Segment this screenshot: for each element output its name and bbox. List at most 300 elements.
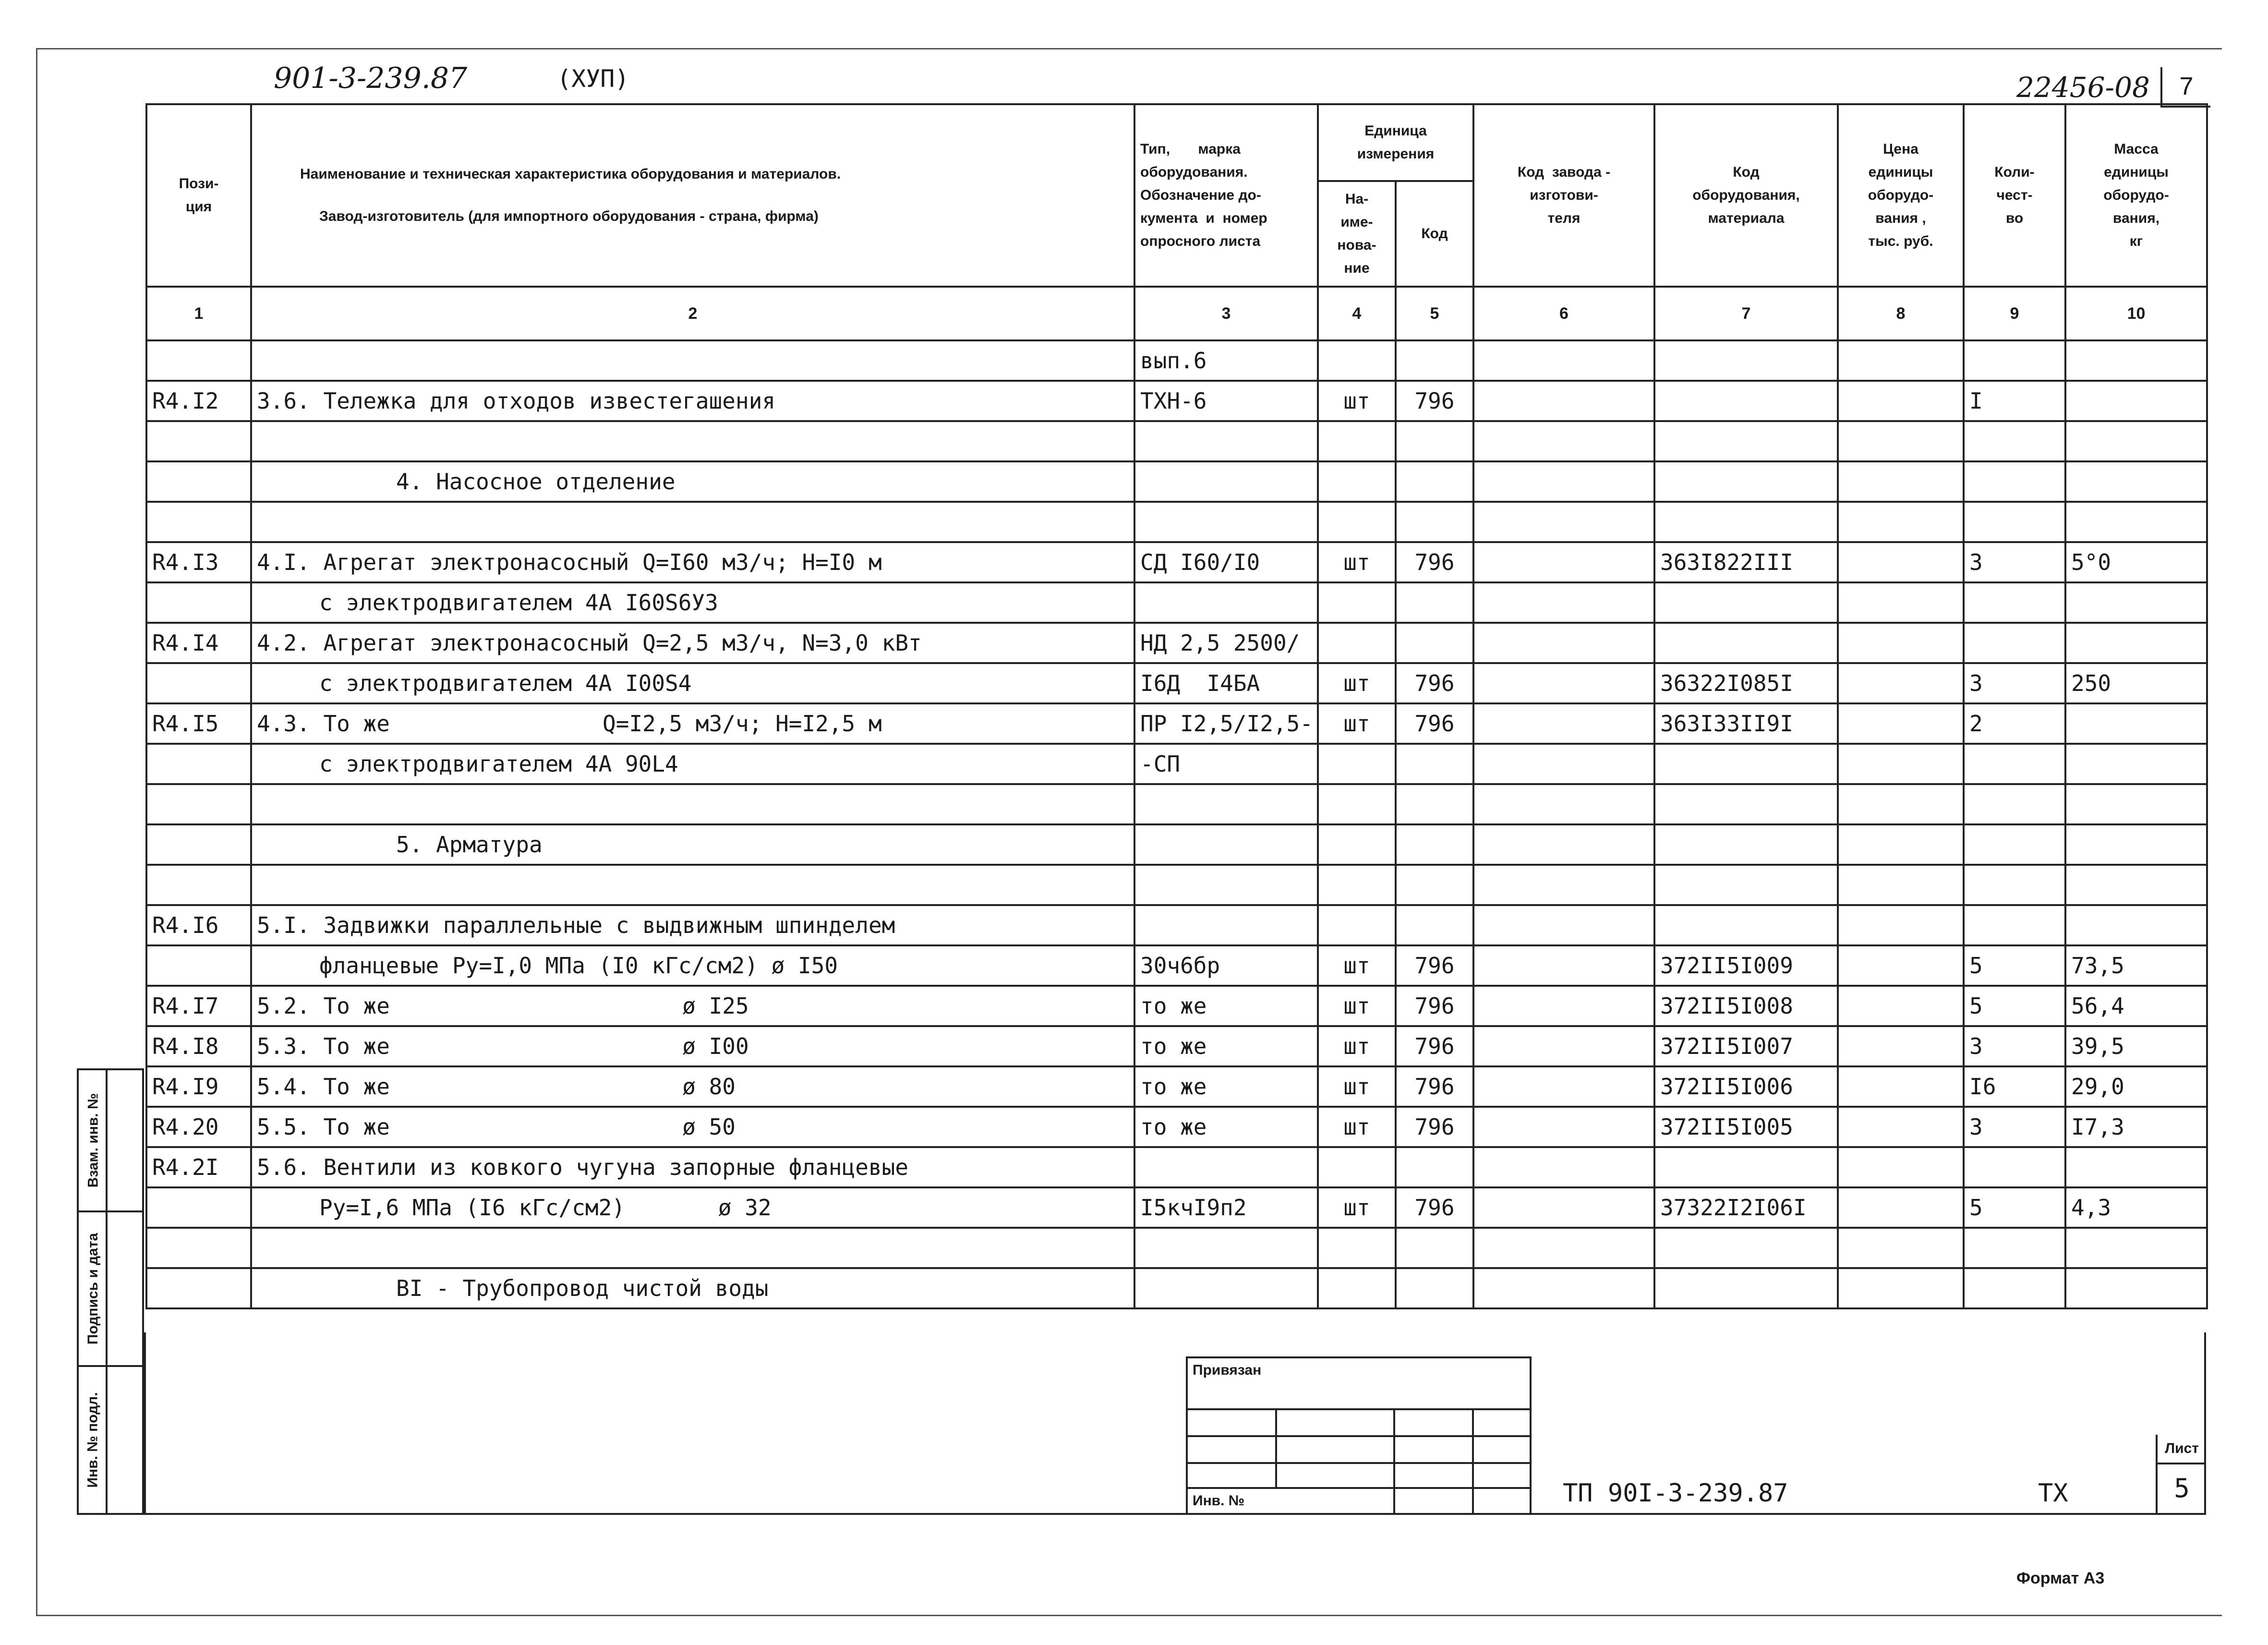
header-unit-group: Единица измерения [1318, 104, 1473, 181]
column-number: 9 [1964, 287, 2065, 340]
cell-unit-name [1318, 582, 1396, 623]
cell-position [146, 945, 251, 986]
cell-position: R4.I6 [146, 905, 251, 945]
cell-mass: 73,5 [2065, 945, 2207, 986]
cell-quantity [1964, 502, 2065, 542]
privyazan-cell [1472, 1408, 1532, 1437]
cell-position [146, 461, 251, 502]
table-row [146, 784, 2207, 824]
cell-type: ПР I2,5/I2,5- [1134, 703, 1318, 744]
table-row [146, 381, 2207, 421]
cell-plant-code [1473, 340, 1654, 381]
cell-equipment-code [1654, 623, 1838, 663]
cell-unit-code: 796 [1396, 542, 1473, 582]
cell-name [251, 784, 1134, 824]
cell-name: 4.I. Агрегат электронасосный Q=I60 м3/ч; H=I0 м [251, 542, 1134, 582]
cell-unit-code [1396, 1147, 1473, 1187]
table-row [146, 986, 2207, 1026]
cell-name: с электродвигателем 4А I60S6У3 [251, 582, 1134, 623]
cell-name: Ру=I,6 МПа (I6 кГс/см2) ø 32 [251, 1187, 1134, 1228]
cell-unit-name: шт [1318, 1066, 1396, 1107]
cell-unit-name [1318, 461, 1396, 502]
sheet-corner-number: 7 [2160, 67, 2210, 108]
cell-mass [2065, 703, 2207, 744]
header-name-line2: Завод-изготовитель (для импортного оборудования - страна, фирма) [319, 208, 819, 224]
cell-plant-code [1473, 1107, 1654, 1147]
privyazan-cell [1393, 1487, 1474, 1515]
cell-quantity [1964, 1147, 2065, 1187]
cell-plant-code [1473, 1147, 1654, 1187]
cell-price [1838, 1228, 1964, 1268]
cell-position [146, 1187, 251, 1228]
cell-quantity [1964, 623, 2065, 663]
cell-unit-name: шт [1318, 663, 1396, 703]
cell-position [146, 744, 251, 784]
cell-quantity [1964, 421, 2065, 461]
privyazan-label: Привязан [1193, 1362, 1262, 1378]
cell-unit-code: 796 [1396, 1107, 1473, 1147]
cell-plant-code [1473, 784, 1654, 824]
cell-plant-code [1473, 824, 1654, 865]
cell-price [1838, 461, 1964, 502]
header-unit-code: Код [1396, 181, 1473, 287]
cell-unit-name: шт [1318, 1107, 1396, 1147]
cell-unit-code [1396, 421, 1473, 461]
cell-price [1838, 421, 1964, 461]
cell-unit-name: шт [1318, 1026, 1396, 1066]
cell-type [1134, 461, 1318, 502]
cell-equipment-code [1654, 340, 1838, 381]
cell-unit-code [1396, 502, 1473, 542]
cell-price [1838, 381, 1964, 421]
cell-unit-code: 796 [1396, 986, 1473, 1026]
cell-name [251, 340, 1134, 381]
sheet-number: 5 [2174, 1473, 2190, 1503]
cell-quantity [1964, 461, 2065, 502]
album-label: (ХУП) [557, 65, 629, 93]
cell-type [1134, 502, 1318, 542]
cell-mass [2065, 744, 2207, 784]
column-number: 2 [251, 287, 1134, 340]
cell-unit-name [1318, 784, 1396, 824]
cell-quantity: I6 [1964, 1066, 2065, 1107]
cell-unit-code [1396, 824, 1473, 865]
cell-price [1838, 945, 1964, 986]
cell-plant-code [1473, 986, 1654, 1026]
cell-price [1838, 1026, 1964, 1066]
cell-plant-code [1473, 703, 1654, 744]
cell-equipment-code: 372II5I005 [1654, 1107, 1838, 1147]
cell-mass: 29,0 [2065, 1066, 2207, 1107]
cell-quantity [1964, 340, 2065, 381]
cell-unit-code [1396, 340, 1473, 381]
column-number: 8 [1838, 287, 1964, 340]
privyazan-cell [1472, 1435, 1532, 1464]
cell-unit-code: 796 [1396, 1066, 1473, 1107]
cell-price [1838, 1107, 1964, 1147]
cell-equipment-code [1654, 582, 1838, 623]
header-quantity: Коли- чест- во [1964, 104, 2065, 287]
cell-equipment-code [1654, 1268, 1838, 1308]
table-row [146, 542, 2207, 582]
cell-position [146, 502, 251, 542]
cell-type [1134, 865, 1318, 905]
cell-position: R4.I5 [146, 703, 251, 744]
cell-name: 4. Насосное отделение [251, 461, 1134, 502]
cell-mass [2065, 1228, 2207, 1268]
cell-name [251, 865, 1134, 905]
stamp-podpis-label: Подпись и дата [85, 1233, 101, 1345]
cell-unit-code [1396, 1228, 1473, 1268]
table-row [146, 1107, 2207, 1147]
sheet-label: Лист [2158, 1435, 2206, 1464]
cell-unit-name: шт [1318, 945, 1396, 986]
cell-mass [2065, 1268, 2207, 1308]
cell-type: -СП [1134, 744, 1318, 784]
cell-unit-code: 796 [1396, 703, 1473, 744]
cell-plant-code [1473, 1268, 1654, 1308]
privyazan-cell [1186, 1462, 1277, 1489]
table-row [146, 663, 2207, 703]
inv-no-cell [1186, 1487, 1395, 1515]
cell-unit-code [1396, 744, 1473, 784]
cell-mass [2065, 905, 2207, 945]
cell-position: R4.20 [146, 1107, 251, 1147]
cell-unit-name [1318, 1228, 1396, 1268]
table-row [146, 340, 2207, 381]
table-row [146, 623, 2207, 663]
cell-name: с электродвигателем 4А I00S4 [251, 663, 1134, 703]
cell-price [1838, 542, 1964, 582]
cell-price [1838, 905, 1964, 945]
cell-quantity: 2 [1964, 703, 2065, 744]
cell-mass: I7,3 [2065, 1107, 2207, 1147]
cell-type [1134, 784, 1318, 824]
cell-type: то же [1134, 1107, 1318, 1147]
cell-equipment-code: 372II5I008 [1654, 986, 1838, 1026]
cell-unit-code [1396, 582, 1473, 623]
cell-unit-name: шт [1318, 986, 1396, 1026]
cell-unit-code [1396, 784, 1473, 824]
column-number: 3 [1134, 287, 1318, 340]
header-mass: Масса единицы оборудо- вания, кг [2065, 104, 2207, 287]
cell-unit-name [1318, 824, 1396, 865]
cell-unit-code [1396, 905, 1473, 945]
title-block [144, 1332, 2206, 1515]
cell-unit-name: шт [1318, 1187, 1396, 1228]
privyazan-cell [1186, 1435, 1277, 1464]
cell-quantity [1964, 905, 2065, 945]
header-position: Пози- ция [146, 104, 251, 287]
cell-name: фланцевые Ру=I,0 МПа (I0 кГс/см2) ø I50 [251, 945, 1134, 986]
cell-position: R4.2I [146, 1147, 251, 1187]
table-row [146, 421, 2207, 461]
cell-plant-code [1473, 582, 1654, 623]
table-row [146, 744, 2207, 784]
cell-price [1838, 784, 1964, 824]
cell-equipment-code [1654, 905, 1838, 945]
cell-type [1134, 1228, 1318, 1268]
cell-unit-code [1396, 1268, 1473, 1308]
cell-unit-name [1318, 1268, 1396, 1308]
header-plant-code: Код завода - изготови- теля [1473, 104, 1654, 287]
privyazan-cell [1393, 1435, 1474, 1464]
privyazan-cell [1186, 1408, 1277, 1437]
cell-type: НД 2,5 2500/ [1134, 623, 1318, 663]
privyazan-cell [1393, 1408, 1474, 1437]
cell-unit-code [1396, 623, 1473, 663]
inv-no-label: Инв. № [1193, 1493, 1245, 1509]
cell-equipment-code [1654, 744, 1838, 784]
column-number: 6 [1473, 287, 1654, 340]
table-row [146, 905, 2207, 945]
cell-position [146, 340, 251, 381]
cell-equipment-code [1654, 1228, 1838, 1268]
cell-equipment-code: 372II5I006 [1654, 1066, 1838, 1107]
cell-equipment-code [1654, 824, 1838, 865]
cell-equipment-code [1654, 461, 1838, 502]
stamp-vzam [77, 1068, 144, 1212]
privyazan-stamp [1186, 1356, 1532, 1515]
header-name-line1: Наименование и техническая характеристика оборудования и материалов. [300, 166, 841, 182]
cell-name: с электродвигателем 4А 90L4 [251, 744, 1134, 784]
cell-plant-code [1473, 1026, 1654, 1066]
cell-quantity: 3 [1964, 542, 2065, 582]
cell-type: вып.6 [1134, 340, 1318, 381]
table-row [146, 865, 2207, 905]
table-body [146, 340, 2207, 1308]
cell-mass: 56,4 [2065, 986, 2207, 1026]
table-row [146, 703, 2207, 744]
cell-equipment-code [1654, 421, 1838, 461]
cell-price [1838, 986, 1964, 1026]
cell-position: R4.I4 [146, 623, 251, 663]
cell-position [146, 1228, 251, 1268]
cell-quantity [1964, 1228, 2065, 1268]
cell-price [1838, 623, 1964, 663]
table-row [146, 945, 2207, 986]
cell-unit-code: 796 [1396, 1187, 1473, 1228]
cell-unit-code [1396, 865, 1473, 905]
cell-price [1838, 502, 1964, 542]
column-number-row [146, 287, 2207, 340]
cell-type [1134, 905, 1318, 945]
cell-quantity: 3 [1964, 663, 2065, 703]
cell-plant-code [1473, 461, 1654, 502]
cell-unit-name: шт [1318, 381, 1396, 421]
cell-quantity: 3 [1964, 1026, 2065, 1066]
cell-unit-code: 796 [1396, 945, 1473, 986]
cell-quantity: 5 [1964, 1187, 2065, 1228]
cell-plant-code [1473, 542, 1654, 582]
cell-equipment-code: 36322I085I [1654, 663, 1838, 703]
cell-plant-code [1473, 1228, 1654, 1268]
cell-name: 5.4. То же ø 80 [251, 1066, 1134, 1107]
cell-plant-code [1473, 744, 1654, 784]
cell-plant-code [1473, 905, 1654, 945]
cell-quantity [1964, 824, 2065, 865]
stamp-podpis [77, 1210, 144, 1367]
header-name [251, 104, 1134, 287]
cell-mass [2065, 461, 2207, 502]
stamp-inv-podl [77, 1365, 144, 1515]
cell-unit-code [1396, 461, 1473, 502]
cell-type: 30ч6бр [1134, 945, 1318, 986]
table-row [146, 1147, 2207, 1187]
table-row [146, 582, 2207, 623]
cell-name [251, 421, 1134, 461]
cell-unit-name [1318, 623, 1396, 663]
cell-name: 4.3. То же Q=I2,5 м3/ч; H=I2,5 м [251, 703, 1134, 744]
archive-number: 22456-08 [2016, 71, 2150, 104]
table-row [146, 502, 2207, 542]
cell-price [1838, 663, 1964, 703]
cell-mass [2065, 421, 2207, 461]
cell-quantity: 3 [1964, 1107, 2065, 1147]
privyazan-cell [1393, 1462, 1474, 1489]
privyazan-cell [1275, 1462, 1395, 1489]
cell-name [251, 1228, 1134, 1268]
table-row [146, 1187, 2207, 1228]
doc-number: ТП 90I-3-239.87 [1563, 1479, 1788, 1508]
privyazan-cell [1275, 1435, 1395, 1464]
cell-price [1838, 744, 1964, 784]
cell-quantity: 5 [1964, 945, 2065, 986]
cell-plant-code [1473, 663, 1654, 703]
column-number: 10 [2065, 287, 2207, 340]
cell-position [146, 824, 251, 865]
cell-name: 4.2. Агрегат электронасосный Q=2,5 м3/ч, N=3,0 кВт [251, 623, 1134, 663]
cell-unit-code: 796 [1396, 663, 1473, 703]
cell-mass: 250 [2065, 663, 2207, 703]
cell-quantity [1964, 582, 2065, 623]
cell-name: BI - Трубопровод чистой воды [251, 1268, 1134, 1308]
table-row [146, 1066, 2207, 1107]
cell-mass [2065, 582, 2207, 623]
sheet-box [2156, 1435, 2206, 1515]
stamp-inv-podl-label: Инв. № подл. [85, 1392, 101, 1488]
cell-price [1838, 1187, 1964, 1228]
cell-quantity: 5 [1964, 986, 2065, 1026]
cell-price [1838, 1066, 1964, 1107]
cell-price [1838, 865, 1964, 905]
column-number: 7 [1654, 287, 1838, 340]
cell-quantity [1964, 784, 2065, 824]
cell-unit-code: 796 [1396, 381, 1473, 421]
cell-price [1838, 582, 1964, 623]
cell-mass [2065, 865, 2207, 905]
cell-equipment-code [1654, 502, 1838, 542]
header-unit-name: На- име- нова- ние [1318, 181, 1396, 287]
format-label: Формат А3 [2016, 1569, 2105, 1587]
cell-type [1134, 1268, 1318, 1308]
cell-equipment-code: 363I33II9I [1654, 703, 1838, 744]
cell-type: то же [1134, 1066, 1318, 1107]
doc-mark: ТХ [2038, 1479, 2068, 1508]
cell-equipment-code [1654, 865, 1838, 905]
cell-type: то же [1134, 1026, 1318, 1066]
privyazan-cell [1472, 1487, 1532, 1515]
cell-unit-name [1318, 421, 1396, 461]
cell-type [1134, 824, 1318, 865]
cell-name: 3.6. Тележка для отходов известегашения [251, 381, 1134, 421]
privyazan-header [1186, 1356, 1532, 1410]
cell-position: R4.I3 [146, 542, 251, 582]
cell-equipment-code: 37322I2I06I [1654, 1187, 1838, 1228]
side-stamp [77, 1068, 144, 1515]
cell-position [146, 865, 251, 905]
cell-name: 5.5. То же ø 50 [251, 1107, 1134, 1147]
cell-type: то же [1134, 986, 1318, 1026]
cell-equipment-code: 372II5I009 [1654, 945, 1838, 986]
cell-name: 5. Арматура [251, 824, 1134, 865]
cell-unit-name [1318, 340, 1396, 381]
header-unit-price: Цена единицы оборудо- вания , тыс. руб. [1838, 104, 1964, 287]
cell-mass [2065, 623, 2207, 663]
table-row [146, 1268, 2207, 1308]
column-number: 5 [1396, 287, 1473, 340]
cell-unit-name [1318, 865, 1396, 905]
cell-type: СД I60/I0 [1134, 542, 1318, 582]
doc-code-handwritten: 901-3-239.87 [274, 61, 468, 95]
cell-equipment-code [1654, 381, 1838, 421]
cell-plant-code [1473, 421, 1654, 461]
cell-type: I5кчI9п2 [1134, 1187, 1318, 1228]
cell-plant-code [1473, 381, 1654, 421]
cell-mass [2065, 1147, 2207, 1187]
cell-plant-code [1473, 502, 1654, 542]
cell-equipment-code: 372II5I007 [1654, 1026, 1838, 1066]
specification-table [145, 103, 2208, 1309]
cell-name: 5.I. Задвижки параллельные с выдвижным шпинделем [251, 905, 1134, 945]
cell-plant-code [1473, 1187, 1654, 1228]
header-equipment-code: Код оборудования, материала [1654, 104, 1838, 287]
cell-plant-code [1473, 623, 1654, 663]
cell-position: R4.I7 [146, 986, 251, 1026]
header-type: Тип, марка оборудования. Обозначение до- кумента и номер опросного листа [1134, 104, 1318, 287]
cell-name: 5.2. То же ø I25 [251, 986, 1134, 1026]
cell-quantity: I [1964, 381, 2065, 421]
cell-mass [2065, 784, 2207, 824]
cell-name [251, 502, 1134, 542]
cell-type [1134, 421, 1318, 461]
cell-unit-name [1318, 744, 1396, 784]
cell-price [1838, 340, 1964, 381]
cell-mass [2065, 824, 2207, 865]
cell-mass: 4,3 [2065, 1187, 2207, 1228]
cell-position [146, 421, 251, 461]
privyazan-cell [1275, 1408, 1395, 1437]
column-number: 1 [146, 287, 251, 340]
table-row [146, 461, 2207, 502]
table-row [146, 1026, 2207, 1066]
cell-unit-name [1318, 905, 1396, 945]
cell-quantity [1964, 865, 2065, 905]
cell-plant-code [1473, 1066, 1654, 1107]
cell-price [1838, 1268, 1964, 1308]
privyazan-cell [1472, 1462, 1532, 1489]
cell-name: 5.3. То же ø I00 [251, 1026, 1134, 1066]
table-row [146, 1228, 2207, 1268]
cell-mass: 39,5 [2065, 1026, 2207, 1066]
cell-mass: 5°0 [2065, 542, 2207, 582]
cell-plant-code [1473, 865, 1654, 905]
cell-quantity [1964, 1268, 2065, 1308]
cell-position: R4.I2 [146, 381, 251, 421]
table-row [146, 824, 2207, 865]
cell-equipment-code: 363I822III [1654, 542, 1838, 582]
cell-name: 5.6. Вентили из ковкого чугуна запорные фланцевые [251, 1147, 1134, 1187]
